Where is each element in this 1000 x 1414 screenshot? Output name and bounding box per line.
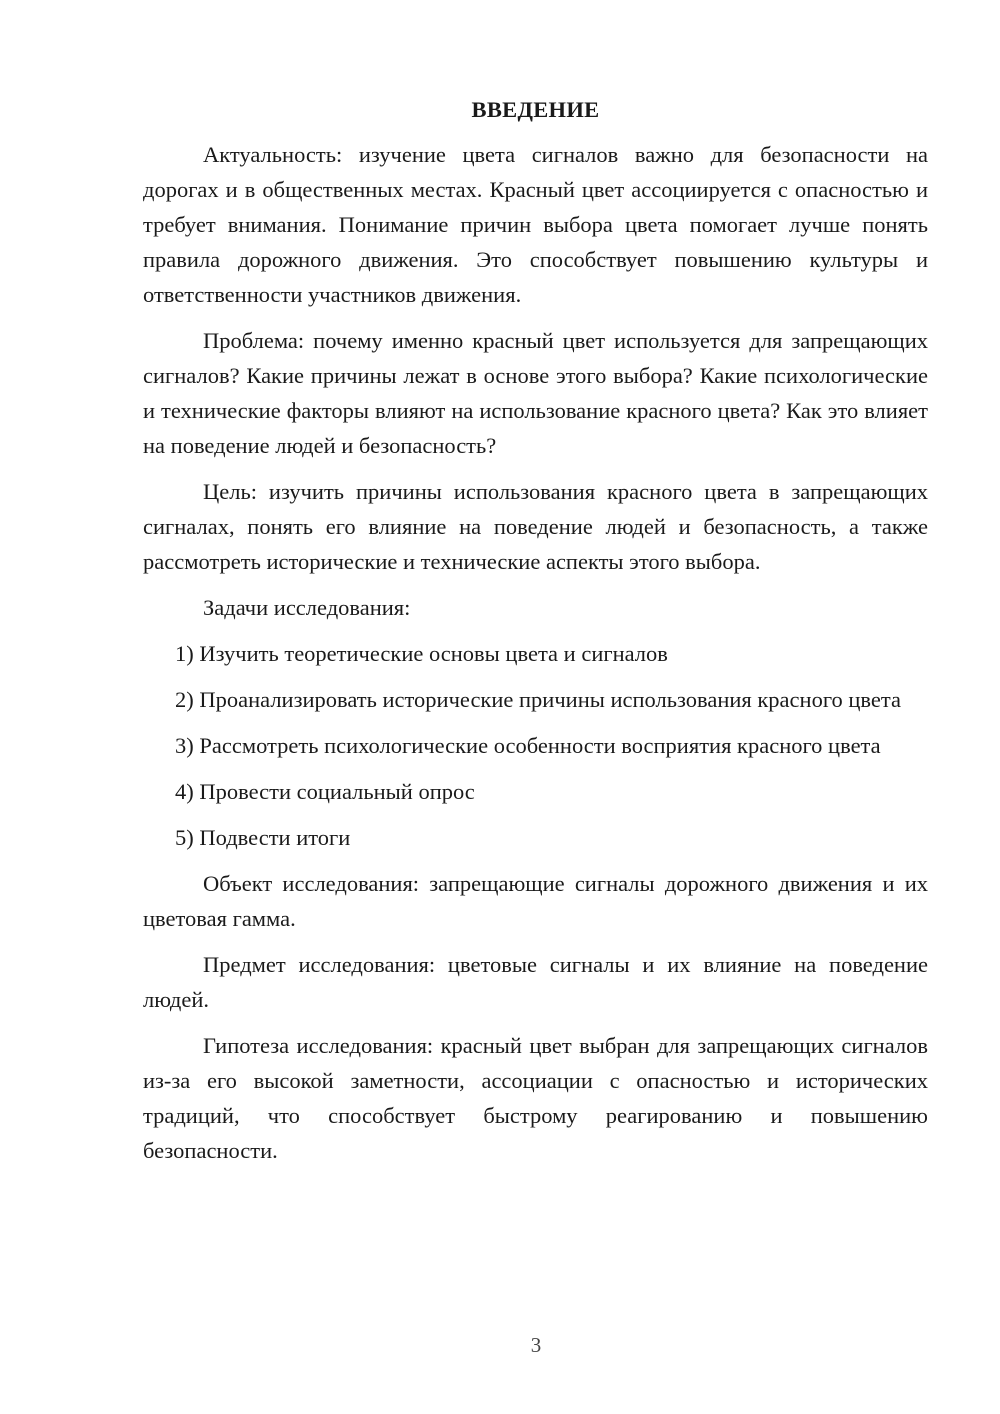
document-body [143, 96, 928, 1168]
paragraph-subject: Предмет исследования: цветовые сигналы и их влияние на поведение людей. [143, 952, 928, 1012]
task-item-2: 2) Проанализировать исторические причины использования красного цвета [175, 687, 901, 712]
paragraph-tasks-title: Задачи исследования: [203, 595, 411, 620]
task-item-1: 1) Изучить теоретические основы цвета и сигналов [175, 641, 668, 666]
task-item-4: 4) Провести социальный опрос [175, 779, 475, 804]
paragraph-goal: Цель: изучить причины использования красного цвета в запрещающих сигналах, понять его влияние на поведение людей и безопасность, а также рассмотреть исторические и технические аспекты этого выбора. [143, 479, 928, 574]
task-item-5: 5) Подвести итоги [175, 825, 351, 850]
paragraph-object: Объект исследования: запрещающие сигналы дорожного движения и их цветовая гамма. [143, 871, 928, 931]
paragraph-hypothesis: Гипотеза исследования: красный цвет выбран для запрещающих сигналов из-за его высокой заметности, ассоциации с опасностью и исторических традиций, что способствует быстрому реагированию и повышению безопасности. [143, 1033, 928, 1163]
page-number: 3 [530, 1333, 542, 1357]
section-heading: ВВЕДЕНИЕ [471, 97, 600, 122]
task-item-3: 3) Рассмотреть психологические особенности восприятия красного цвета [175, 733, 881, 758]
paragraph-relevance: Актуальность: изучение цвета сигналов важно для безопасности на дорогах и в общественных местах. Красный цвет ассоциируется с опасностью и требует внимания. Понимание причин выбора цвета помогает лучше понять правила дорожного движения. Это способствует повышению культуры и ответственности участников движения. [143, 142, 928, 307]
paragraph-problem: Проблема: почему именно красный цвет используется для запрещающих сигналов? Какие причины лежат в основе этого выбора? Какие психологические и технические факторы влияют на использование красного цвета? Как это влияет на поведение людей и безопасность? [143, 328, 928, 458]
